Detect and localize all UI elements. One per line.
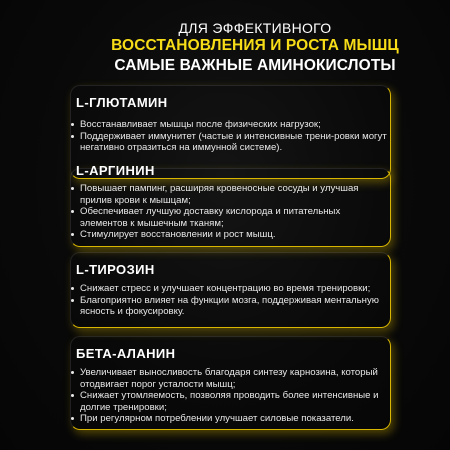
list-item: Повышает пампинг, расширяя кровеносные сосуды и улучшая прилив крови к мышцам; (70, 183, 390, 206)
list-item: Поддерживает иммунитет (частые и интенсивные трени-ровки могут негативно отразиться на иммунной системе). (70, 131, 390, 154)
section-title: L-ГЛЮТАМИН (76, 95, 168, 110)
list-item: Увеличивает выносливость благодаря синтезу карнозина, который отодвигает порог усталости мышц; (70, 367, 390, 390)
section-list (70, 119, 390, 154)
list-item: Обеспечивает лучшую доставку кислорода и питательных элементов к мышечным тканям; (70, 206, 390, 229)
section-list (70, 283, 390, 318)
list-item: Восстанавливает мышцы после физических нагрузок; (70, 119, 390, 131)
section-title: L-ТИРОЗИН (76, 262, 155, 277)
header-line-1: ДЛЯ ЭФФЕКТИВНОГО (178, 20, 332, 36)
list-item: Стимулирует восстановлении и рост мышц. (70, 229, 390, 241)
list-item: Благоприятно влияет на функции мозга, поддерживая ментальную ясность и фокусировку. (70, 295, 390, 318)
section-list (70, 367, 390, 425)
section-title: БЕТА-АЛАНИН (76, 346, 176, 361)
list-item: Снижает стресс и улучшает концентрацию во время тренировки; (70, 283, 390, 295)
header-line-3: САМЫЕ ВАЖНЫЕ АМИНОКИСЛОТЫ (114, 57, 396, 74)
list-item: При регулярном потреблении улучшает силовые показатели. (70, 413, 390, 425)
section-list (70, 183, 390, 241)
section-title: L-АРГИНИН (76, 163, 155, 178)
list-item: Снижает утомляемость, позволяя проводить более интенсивные и долгие тренировки; (70, 390, 390, 413)
header-line-2-highlight: ВОССТАНОВЛЕНИЯ И РОСТА МЫШЦ (111, 37, 399, 54)
